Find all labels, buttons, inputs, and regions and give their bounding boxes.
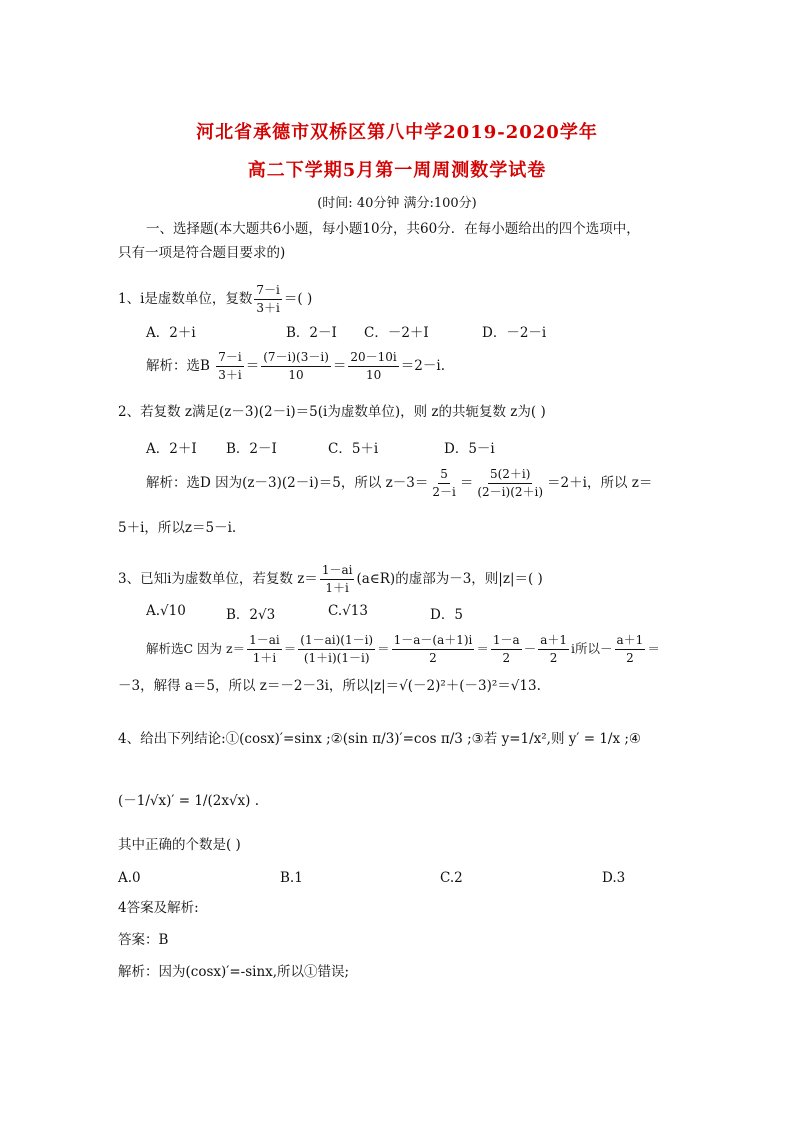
q1-option-a: A．2＋i — [146, 325, 196, 341]
q3-stem-prefix: 3、已知i为虚数单位，若复数 z＝ — [118, 571, 318, 587]
q3-option-b: B．2√3 — [226, 607, 276, 623]
q3-sol-frac1-num: 1－ai — [247, 633, 282, 650]
q2-option-b: B．2－I — [226, 441, 277, 457]
q1-sol-frac2-num: (7－i)(3－i) — [261, 350, 331, 367]
q1-sol-frac2 — [261, 350, 331, 383]
q3-sol-frac3-num: 1－a－(a＋1)i — [392, 633, 475, 650]
q1-sol-frac2-den: 10 — [288, 368, 304, 382]
q1-sol-frac3-den: 10 — [365, 368, 382, 382]
q2-option-a: A．2＋I — [146, 441, 197, 457]
q2-solution-line1: 解析：选D 因为(z－3)(2－i)＝5，所以 z－3＝ $\frac{5}{2-i}$ ＝ $\frac{5(2+i)}{(2-i)(2+i)}$ ＝2＋i，所以 z＝ — [146, 467, 653, 499]
q3-sol-frac5 — [538, 633, 569, 666]
q4-option-a: A.0 — [118, 870, 141, 886]
q3-sol-prefix: 解析选C 因为 z＝ — [146, 641, 246, 656]
q4-stem-line2: (－1/√x)′ = 1/(2x√x) . — [118, 793, 260, 809]
q3-sol-end: ＝ — [647, 641, 660, 656]
q4-question: 其中正确的个数是( ) — [118, 837, 241, 853]
q3-sol-frac1 — [247, 633, 282, 666]
q1-stem — [118, 283, 312, 316]
q2-sol-frac2 — [475, 467, 545, 500]
q3-fraction — [320, 563, 355, 596]
q3-option-a: A.√10 — [146, 603, 186, 619]
q3-option-d: D．5 — [430, 607, 463, 623]
section-intro-line1: 一、选择题(本大题共6小题，每小题10分，共60分．在每小题给出的四个选项中， — [146, 221, 640, 237]
q2-option-d: D．5－i — [444, 441, 495, 457]
q2-solution-line2: 5＋i，所以z＝5－i. — [118, 520, 237, 536]
q1-stem-suffix: ＝( ) — [283, 291, 313, 307]
q1-sol-prefix: 解析：选B — [146, 358, 210, 374]
q4-stem-line1: 4、给出下列结论:①(cosx)′=sinx ;②(sin π/3)′=cos π/3 ;③若 y=1/x²,则 y′ = 1/x ;④ — [118, 731, 642, 747]
q3-sol-frac3-den: 2 — [429, 651, 437, 665]
q1-option-c: C．－2＋I — [364, 325, 429, 341]
q3-sol-frac2 — [298, 633, 375, 666]
q3-sol-frac2-den: (1＋i)(1－i) — [303, 651, 370, 665]
q1-frac-den: 3＋i — [256, 301, 280, 315]
q2-sol-prefix: 解析：选D 因为(z－3)(2－i)＝5，所以 z－3＝ — [146, 475, 429, 491]
q3-frac-den: 1＋i — [325, 581, 349, 595]
q1-fraction — [254, 283, 281, 316]
q3-frac-num: 1－ai — [320, 563, 355, 580]
q4-option-b: B.1 — [280, 870, 303, 886]
q2-stem: 2、若复数 z满足(z－3)(2－i)＝5(i为虚数单位)，则 z的共轭复数 z为( ) — [118, 404, 546, 420]
q2-option-c: C．5＋i — [328, 441, 379, 457]
q3-sol-frac4-num: 1－a — [491, 633, 522, 650]
q1-sol-frac1-den: 3＋i — [218, 368, 242, 382]
q3-sol-frac6 — [615, 633, 646, 666]
q3-solution-line1: 解析选C 因为 z＝ $\frac{1-ai}{1+i}$ ＝ $\frac{(1-ai)(1-i)}{(1+i)(1-i)}$ ＝ $\frac{1-a-(a+1)i}{2}$ ＝ $\frac{1-a}{2}$ － $\frac{a+1}{2}$ i所以－ $\frac{a+1}{2}$ ＝ — [146, 633, 660, 665]
exam-title-line2: 高二下学期5月第一周周测数学试卷 — [247, 160, 547, 181]
section-intro-line2: 只有一项是符合题目要求的) — [118, 245, 286, 261]
q3-sol-frac5-den: 2 — [549, 651, 558, 665]
q3-sol-frac4-den: 2 — [502, 651, 511, 665]
q4-answer-heading: 4答案及解析: — [118, 900, 199, 916]
q1-option-d: D．－2－i — [482, 325, 547, 341]
q2-sol-frac2-den: (2－i)(2＋i) — [477, 485, 544, 499]
q3-sol-frac3 — [392, 633, 475, 666]
q1-frac-num: 7－i — [254, 283, 281, 300]
q2-sol-frac1 — [430, 467, 457, 500]
q3-sol-frac5-num: a＋1 — [538, 633, 569, 650]
q3-stem — [118, 563, 543, 596]
q1-sol-frac1 — [216, 350, 243, 383]
q4-option-d: D.3 — [602, 870, 626, 886]
q2-sol-frac2-num: 5(2＋i) — [488, 467, 532, 484]
q4-analysis: 解析：因为(cosx)′=-sinx,所以①错误; — [118, 964, 350, 980]
q3-sol-frac6-num: a＋1 — [615, 633, 646, 650]
q3-solution-line2: －3，解得 a＝5，所以 z＝－2－3i，所以|z|＝√(－2)²＋(－3)²＝√13. — [118, 678, 541, 694]
exam-meta: (时间: 40分钟 满分:100分) — [317, 196, 477, 211]
q3-sol-frac1-den: 1＋i — [252, 651, 277, 665]
q3-sol-frac2-num: (1－ai)(1－i) — [298, 633, 375, 650]
q1-sol-frac1-num: 7－i — [216, 350, 243, 367]
q3-option-c: C.√13 — [328, 603, 368, 619]
q4-answer: 答案：B — [118, 932, 169, 948]
q2-sol-frac1-num: 5 — [438, 467, 450, 484]
q1-sol-frac3-num: 20－10i — [348, 350, 398, 367]
exam-title-line1: 河北省承德市双桥区第八中学2019-2020学年 — [196, 122, 598, 143]
q1-sol-suffix: ＝2－i. — [400, 358, 445, 374]
q3-sol-mid: i所以－ — [571, 641, 613, 656]
q1-stem-prefix: 1、i是虚数单位，复数 — [118, 291, 253, 307]
q3-sol-frac4 — [491, 633, 522, 666]
q1-option-b: B．2－I — [286, 325, 337, 341]
q2-sol-frac1-den: 2－i — [432, 485, 456, 499]
q4-option-c: C.2 — [440, 870, 463, 886]
q1-sol-frac3 — [348, 350, 398, 383]
q3-sol-frac6-den: 2 — [626, 651, 634, 665]
q3-stem-suffix: (a∈R)的虚部为－3，则|z|＝( ) — [356, 571, 543, 587]
q2-sol-suffix: ＝2＋i，所以 z＝ — [547, 475, 653, 491]
q1-solution: 解析：选B $\frac{7-i}{3+i}$ ＝ $\frac{(7-i)(3-i)}{10}$ ＝ $\frac{20-10i}{10}$ ＝2－i. — [146, 350, 445, 382]
